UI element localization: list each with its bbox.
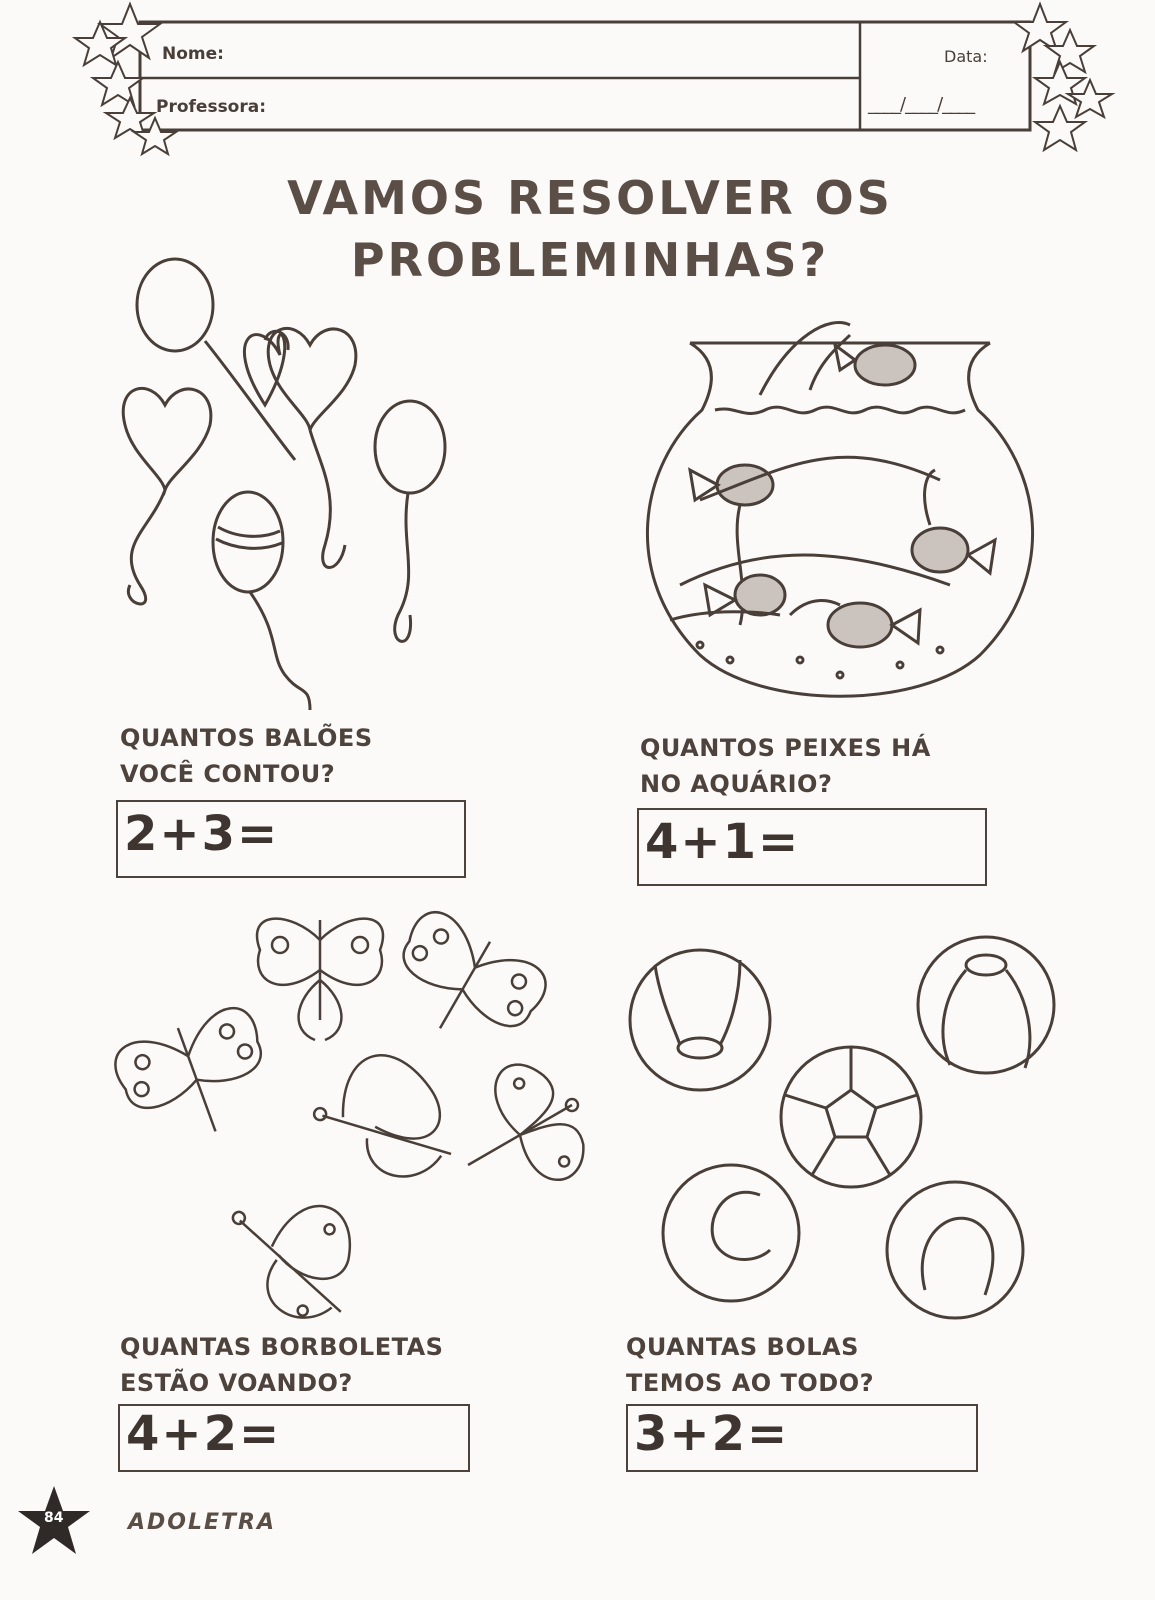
equation-4: 3+2= <box>634 1406 790 1462</box>
header-frame <box>0 0 1155 170</box>
answer-box-1[interactable] <box>116 800 466 878</box>
page-number: 84 <box>44 1510 64 1526</box>
date-blank: ____/____/____ <box>868 94 975 115</box>
question-3-line2: ESTÃO VOANDO? <box>120 1369 353 1397</box>
balls-icon <box>620 930 1060 1370</box>
answer-box-2[interactable] <box>637 808 987 886</box>
brand-logo: ADOLETRA <box>128 1510 277 1535</box>
date-label: Data: <box>944 47 988 66</box>
page-title-line2: PROBLEMINHAS? <box>350 233 830 287</box>
question-2-line2: NO AQUÁRIO? <box>640 770 833 798</box>
fishbowl-icon <box>640 315 1040 715</box>
butterflies-icon <box>120 905 590 1325</box>
equation-3: 4+2= <box>126 1406 282 1462</box>
question-4-line1: QUANTAS BOLAS <box>626 1333 859 1361</box>
question-1-line2: VOCÊ CONTOU? <box>120 760 336 788</box>
page-title-line1: VAMOS RESOLVER OS <box>287 171 893 225</box>
balloons-icon <box>120 255 460 715</box>
teacher-label: Professora: <box>156 97 267 117</box>
equation-1: 2+3= <box>124 806 280 862</box>
answer-box-4[interactable] <box>626 1404 978 1472</box>
question-1-line1: QUANTOS BALÕES <box>120 724 373 752</box>
equation-2: 4+1= <box>645 814 801 870</box>
question-2-line1: QUANTOS PEIXES HÁ <box>640 734 931 762</box>
answer-box-3[interactable] <box>118 1404 470 1472</box>
question-4-line2: TEMOS AO TODO? <box>626 1369 875 1397</box>
name-label: Nome: <box>162 44 224 64</box>
question-3-line1: QUANTAS BORBOLETAS <box>120 1333 444 1361</box>
